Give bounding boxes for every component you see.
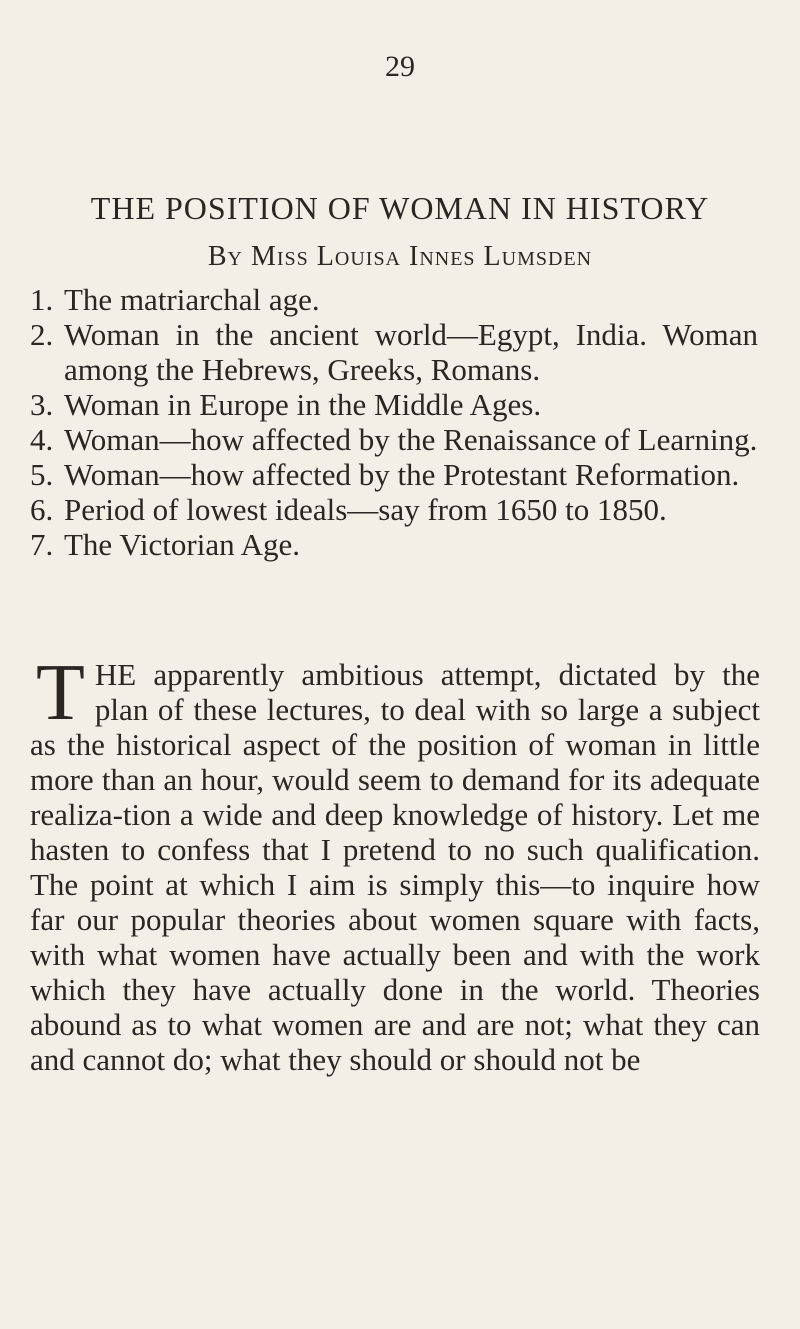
- outline-number: 3.: [30, 387, 54, 422]
- outline-text: Woman in Europe in the Middle Ages.: [64, 387, 542, 422]
- byline-author: Miss Louisa Innes Lumsden: [250, 241, 593, 272]
- outline-text: Woman in the ancient world—Egypt, India. Woman among the Hebrews, Greeks, Romans.: [64, 317, 758, 387]
- outline-item: [30, 282, 758, 317]
- outline-item: [30, 422, 758, 457]
- outline-number: 6.: [30, 492, 54, 527]
- outline-text: The matriarchal age.: [64, 282, 320, 317]
- outline-number: 5.: [30, 457, 54, 492]
- outline-text: The Victorian Age.: [64, 527, 301, 562]
- outline-item: [30, 492, 758, 527]
- byline-prefix: By: [207, 241, 243, 272]
- outline-number: 1.: [30, 282, 54, 317]
- chapter-title: THE POSITION OF WOMAN IN HISTORY: [90, 190, 710, 226]
- outline-text: Woman—how affected by the Protestant Reformation.: [64, 457, 740, 492]
- outline-item: [30, 387, 758, 422]
- outline-number: 2.: [30, 317, 54, 352]
- outline-item: [30, 527, 758, 562]
- drop-cap: T: [36, 649, 85, 737]
- outline-item: [30, 457, 758, 492]
- body-paragraph: [30, 649, 760, 1077]
- lecture-outline: [30, 282, 758, 562]
- outline-item: [30, 317, 758, 387]
- outline-number: 7.: [30, 527, 54, 562]
- byline: [0, 241, 800, 273]
- body-text: HE apparently ambitious attempt, dictated by the plan of these lectures, to deal with so large a subject as the historical aspect of the position of woman in little more than an hour, would seem to demand for its adequate realiza-tion a wide and deep knowledge of history. Let me hasten to confess that I pretend to no such qualification. The point at which I aim is simply this—to inquire how far our popular theories about women square with facts, with what women have actually been and with the work which they have actually done in the world. Theories abound as to what women are and are not; what they can and cannot do; what they should or should not be: [30, 657, 760, 1077]
- page-number: 29: [385, 50, 415, 83]
- outline-text: Period of lowest ideals—say from 1650 to 1850.: [64, 492, 667, 527]
- outline-number: 4.: [30, 422, 54, 457]
- outline-text: Woman—how affected by the Renaissance of Learning.: [64, 422, 758, 457]
